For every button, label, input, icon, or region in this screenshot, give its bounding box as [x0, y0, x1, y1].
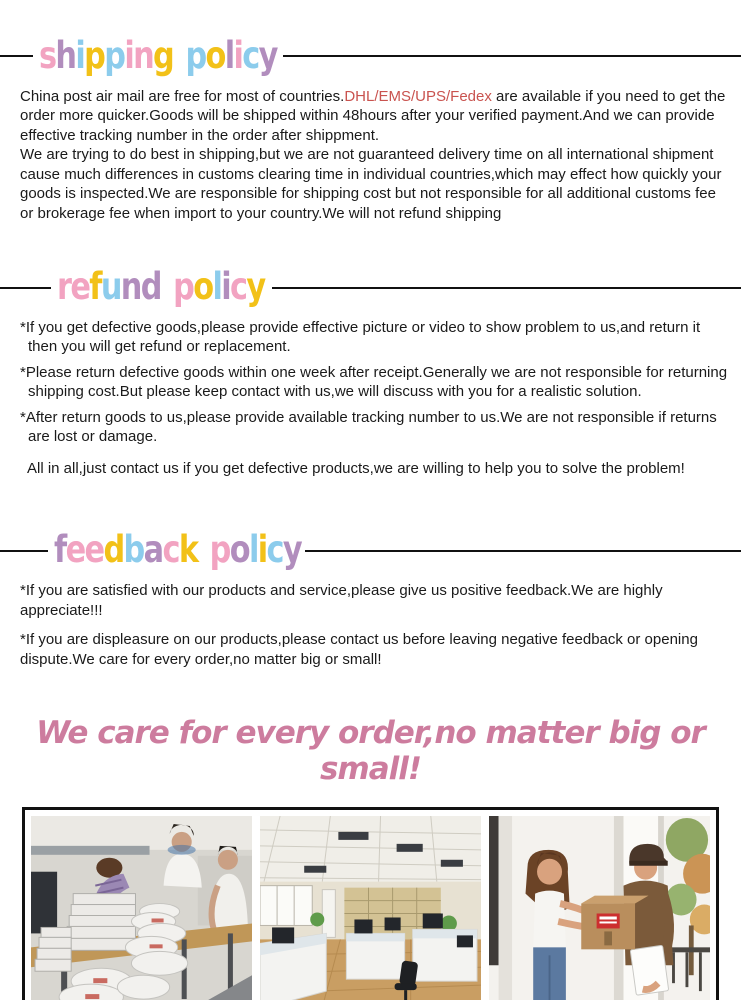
header-rule-right: [272, 287, 741, 289]
shipping-paragraph: [20, 87, 729, 146]
feedback-bullet: *If you are satisfied with our products and service,please give us positive feedback.We are highly appreciate!!!: [20, 582, 663, 619]
care-slogan: We care for every order,no matter big or small!: [36, 715, 705, 788]
feedback-bullet: *If you are displeasure on our products,please contact us before leaving negative feedback or opening dispute.We care for every order,no matter big or small!: [20, 631, 698, 668]
shipping-policy-text: [20, 87, 729, 224]
header-rule-right: [305, 550, 741, 552]
warehouse-packing-illustration: [31, 816, 252, 1000]
refund-summary-line: All in all,just contact us if you get defective products,we are willing to help you to solve the problem!: [27, 459, 685, 477]
header-rule-right: [283, 55, 741, 57]
refund-policy-title: refund policy: [57, 265, 265, 309]
refund-bullet: *After return goods to us,please provide available tracking number to us.We are not responsible if returns are lost or damage.: [20, 408, 717, 446]
courier-delivery-illustration: [489, 816, 710, 1000]
office-interior-illustration: [260, 816, 481, 1000]
shipping-text-before: China post air mail are free for most of countries.: [20, 87, 345, 105]
header-rule-left: [0, 550, 48, 552]
refund-bullet: *Please return defective goods within one week after receipt.Generally we are not responsible for returning shipping cost.But please keep contact with us,we will discuss with you for a realistic solution.: [20, 363, 728, 401]
photo-strip: [22, 807, 719, 1000]
shipping-paragraph-2: We are trying to do best in shipping,but we are not guaranteed delivery time on all international shipment cause much differences in customs clearing time in individual countries,which may effect how quickly your goods is inspected.We are responsible for shipping cost but not responsible for all additional customs fee or brokerage fee when import to your country.We will not refund shipping: [20, 146, 722, 222]
header-rule-left: [0, 287, 51, 289]
shipping-policy-title: shipping policy: [39, 34, 277, 77]
warehouse-packing-photo: [31, 816, 252, 1000]
shipping-text-after: are available if you need to get the order more quicker.Goods will be shipped within 48hours after your verified payment.And we can provide effective tracking number in the order after shippment.: [20, 87, 726, 144]
carrier-names: DHL/EMS/UPS/Fedex: [344, 87, 492, 105]
feedback-policy-title: feedback policy: [54, 528, 301, 572]
office-interior-photo: [260, 816, 481, 1000]
feedback-policy-text: [20, 581, 729, 669]
shipping-policy-header: [0, 36, 741, 77]
feedback-policy-header: [0, 530, 741, 571]
refund-policy-header: [0, 267, 741, 308]
refund-policy-text: [20, 318, 729, 479]
header-rule-left: [0, 55, 33, 57]
refund-bullet: *If you get defective goods,please provide effective picture or video to show problem to us,and return it then you will get refund or replacement.: [20, 318, 701, 356]
courier-delivery-photo: [489, 816, 710, 1000]
